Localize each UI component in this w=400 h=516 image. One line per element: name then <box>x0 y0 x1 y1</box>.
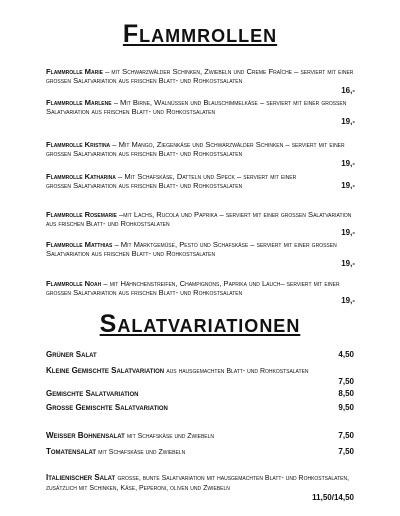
flammrollen-heading: Flammrollen <box>122 20 278 48</box>
menu-item-marie <box>46 67 358 85</box>
item-price: 16,- <box>341 86 355 95</box>
item-name: Tomatensalat <box>46 447 96 456</box>
item-price: 19,- <box>341 181 355 190</box>
menu-item-marlene <box>46 98 358 116</box>
item-price: 19,- <box>341 159 355 168</box>
item-price: 19,- <box>341 296 355 305</box>
item-name: Grosse Gemischte Salatvariation <box>46 403 168 412</box>
item-price: 9,50 <box>338 403 354 412</box>
item-name: Grüner Salat <box>46 350 97 359</box>
item-description: – Mit Birne, Walnüssen und Blauschimmelkäse – serviert mit einer grossen Salatvariation aus frischen Blatt- und Rohkostsalaten <box>46 98 347 116</box>
item-description: grosse, bunte Salatvariation mit hausgemachten Blatt- und Rohkostsalaten, zusätzlich mit Schinken, Käse, Peperoni, oliven und Zwiebeln <box>46 475 350 492</box>
menu-item-gemischte <box>46 389 354 399</box>
item-name: Flammrolle Rosemarie <box>46 210 117 219</box>
menu-item-rosemarie <box>46 210 358 228</box>
item-description: mit Schafskäse und Zwiebeln <box>127 433 215 440</box>
menu-item-noah <box>46 279 358 297</box>
item-description: – mit Schwarzwälder Schinken, Zwiebeln und Creme Fraîche – serviert mit einer grossen Salatvariation aus frischen Blatt- und Rohkostsalaten <box>46 67 354 85</box>
item-name: Flammrolle Kristina <box>46 140 111 149</box>
item-price: 19,- <box>341 259 355 268</box>
item-name: Italienischer Salat <box>46 473 116 482</box>
salatvariationen-heading: Salatvariationen <box>99 310 301 338</box>
item-description: – mit Hähnchenstreifen, Champignons, Paprika und Lauch– serviert mit einer grossen Salatvariation aus frischen Blatt- und Rohkostsalaten <box>46 279 340 297</box>
item-name: Flammrolle Noah <box>46 279 102 288</box>
item-description: aus hausgemachten Blatt- und Rohkostsalaten <box>166 368 309 375</box>
item-name: Weisser Bohnensalat <box>46 431 125 440</box>
menu-item-kleine-gemischte <box>46 366 354 387</box>
item-price: 19,- <box>341 117 355 126</box>
item-price: 7,50 <box>338 447 354 456</box>
menu-item-italienischer-salat <box>46 473 354 502</box>
menu-item-grosse-gemischte <box>46 403 354 413</box>
menu-item-matthias <box>46 240 358 258</box>
item-description: –mit Lachs, Rucola und Paprika – serviert mit einer grossen Salatvariation aus frischen Blatt- und Rohkostsalaten <box>46 210 352 228</box>
item-name: Kleine Gemischte Salatvariation <box>46 366 165 375</box>
item-name: Gemischte Salatvariation <box>46 389 139 398</box>
item-price: 4,50 <box>338 350 354 359</box>
item-description: – Mit Marktgemüse, Pesto und Schafskäse – serviert mit einer grossen Salatvariation aus frischen Blatt- und Rohkostsalaten <box>46 240 337 258</box>
item-price: 19,- <box>341 228 355 237</box>
item-name: Flammrolle Matthias <box>46 240 113 249</box>
item-name: Flammrolle Marie <box>46 67 103 76</box>
item-price: 8,50 <box>338 389 354 398</box>
item-name: Flammrolle Katharina <box>46 172 116 181</box>
item-description: – Mit Schafskäse, Datteln und Speck – serviert mit einer grossen Salatvariation aus frischen Blatt- und Rohkostsalaten <box>46 172 297 190</box>
item-description: mit Schafskäse und Zwiebeln <box>98 449 186 456</box>
menu-item-kristina <box>46 140 358 158</box>
item-price: 11,50/14,50 <box>312 493 354 502</box>
item-price: 7,50 <box>338 377 354 386</box>
item-price: 7,50 <box>338 431 354 440</box>
item-name: Flammrolle Marlene <box>46 98 112 107</box>
menu-item-katharina <box>46 172 311 190</box>
item-description: – Mit Mango, Ziegenkäse und Schwarzwälder Schinken – serviert mit einer grossen Salatvariation aus frischen Blatt- und Rohkostsalaten <box>46 140 345 158</box>
menu-item-gruener-salat <box>46 350 354 360</box>
menu-item-tomatensalat <box>46 447 354 458</box>
menu-item-bohnensalat <box>46 431 354 442</box>
